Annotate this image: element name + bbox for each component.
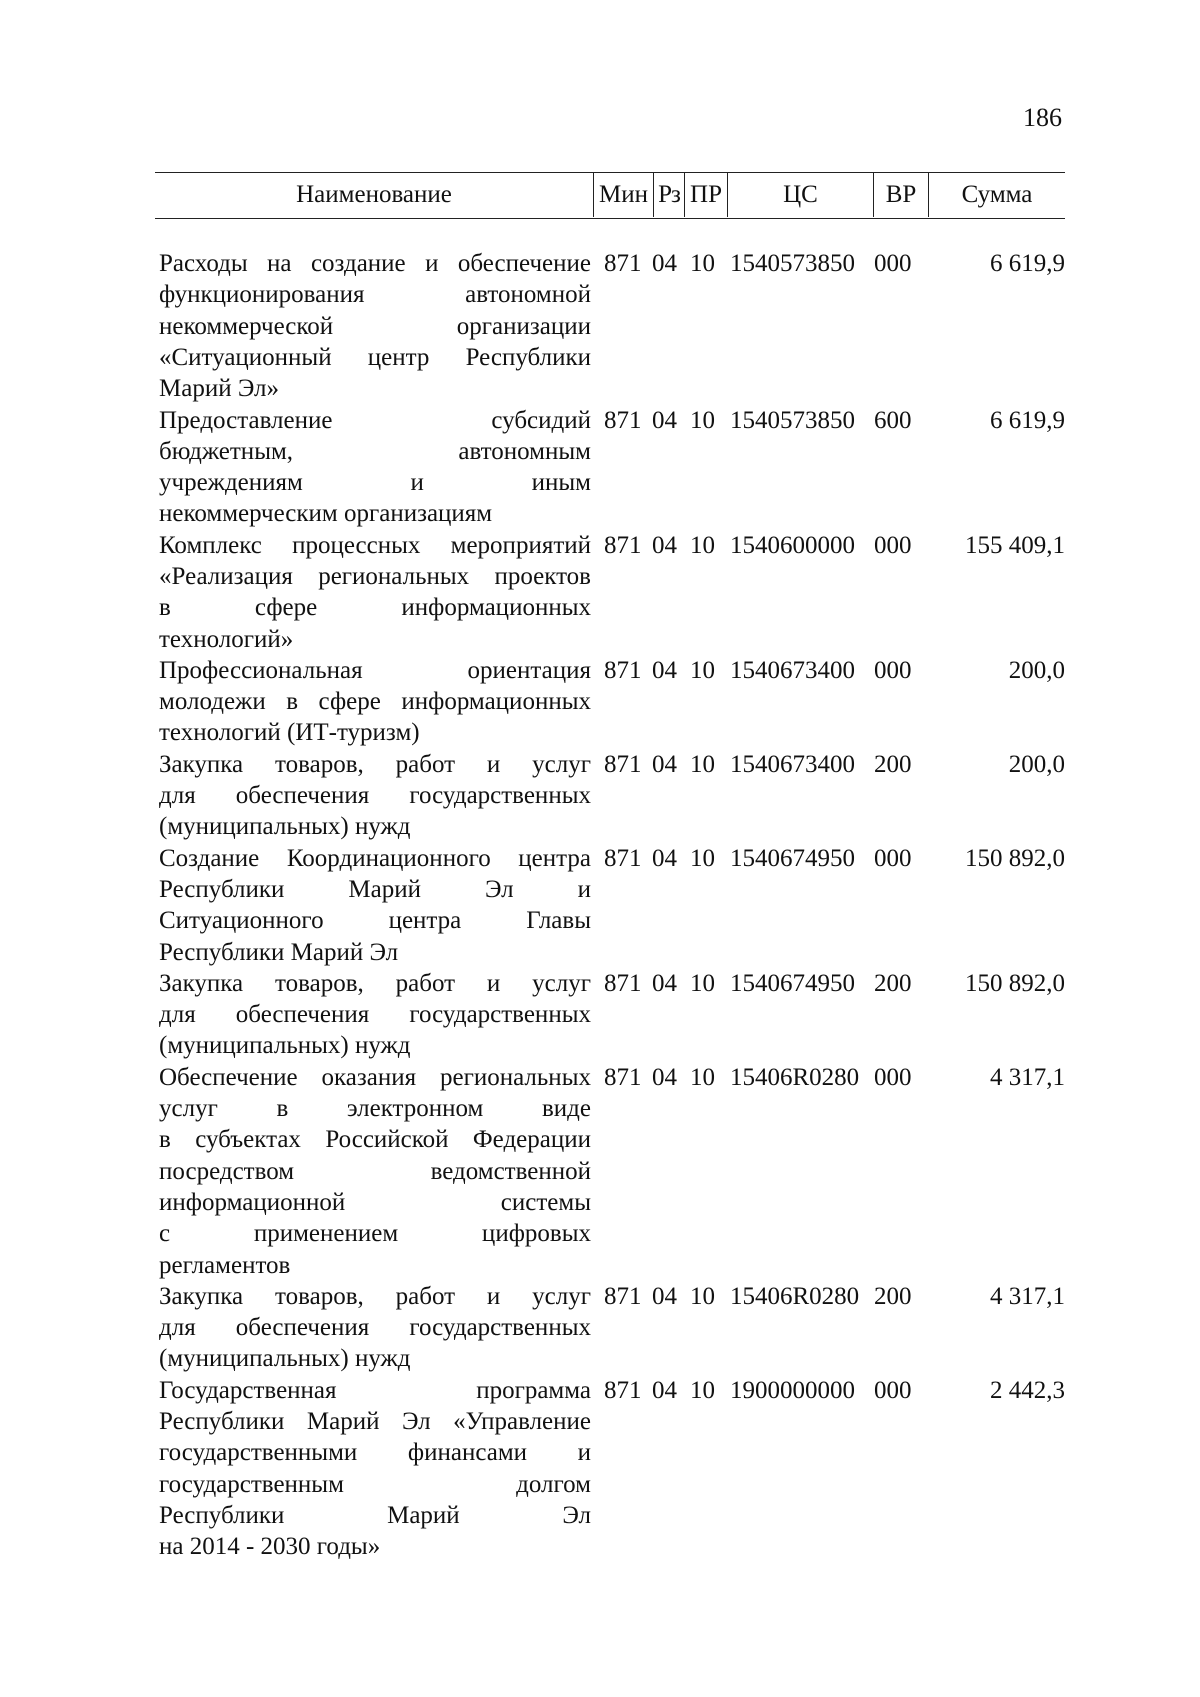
- row-vr: 000: [874, 656, 912, 684]
- row-name: [159, 968, 591, 1062]
- row-name-line: Республики Марий Эл: [159, 1501, 591, 1529]
- row-pr: 10: [690, 1282, 715, 1310]
- row-name-line: (муниципальных) нужд: [159, 1032, 411, 1060]
- row-sum: 150 892,0: [965, 844, 1065, 872]
- row-name-line: для обеспечения государственных: [159, 1001, 591, 1029]
- column-header-min: Мин: [593, 173, 653, 217]
- row-name-line: технологий»: [159, 625, 294, 653]
- row-name-line: Обеспечение оказания региональных: [159, 1063, 591, 1091]
- row-cs: 1540673400: [730, 656, 855, 684]
- row-name-line: некоммерческой организации: [159, 312, 591, 340]
- row-name-line: «Реализация региональных проектов: [159, 562, 591, 590]
- row-sum: 4 317,1: [990, 1282, 1065, 1310]
- row-name-line: в субъектах Российской Федерации: [159, 1126, 591, 1154]
- row-rz: 04: [652, 844, 677, 872]
- row-name-line: Ситуационного центра Главы: [159, 907, 591, 935]
- row-name: [159, 655, 591, 749]
- row-vr: 000: [874, 250, 912, 277]
- row-name: [159, 405, 591, 530]
- row-min: 871: [604, 531, 642, 559]
- row-name-line: (муниципальных) нужд: [159, 813, 411, 841]
- row-name-line: Создание Координационного центра: [159, 844, 591, 872]
- column-header-cs: ЦС: [727, 173, 873, 217]
- row-pr: 10: [690, 406, 715, 434]
- row-min: 871: [604, 406, 642, 434]
- row-pr: 10: [690, 969, 715, 997]
- row-sum: 200,0: [1008, 656, 1065, 684]
- row-name-line: Закупка товаров, работ и услуг: [159, 969, 591, 997]
- row-name-line: с применением цифровых: [159, 1220, 591, 1248]
- row-pr: 10: [690, 656, 715, 684]
- row-sum: 6 619,9: [990, 250, 1065, 277]
- row-cs: 1900000000: [730, 1376, 855, 1404]
- row-min: 871: [604, 750, 642, 778]
- row-rz: 04: [652, 656, 677, 684]
- row-name-line: услуг в электронном виде: [159, 1095, 591, 1123]
- row-pr: 10: [690, 1376, 715, 1404]
- column-header-pr: ПР: [684, 173, 727, 217]
- row-rz: 04: [652, 969, 677, 997]
- row-cs: 1540674950: [730, 844, 855, 872]
- row-name-line: Предоставление субсидий: [159, 406, 591, 434]
- row-cs: 15406R0280: [730, 1063, 860, 1091]
- row-name-line: молодежи в сфере информационных: [159, 688, 591, 716]
- row-min: 871: [604, 1376, 642, 1404]
- table-header: [155, 172, 1065, 219]
- row-name-line: в сфере информационных: [159, 594, 591, 622]
- row-name: [159, 749, 591, 843]
- row-name-line: для обеспечения государственных: [159, 782, 591, 810]
- row-name: [159, 1375, 591, 1563]
- row-name-line: (муниципальных) нужд: [159, 1345, 411, 1373]
- row-cs: 1540600000: [730, 531, 855, 559]
- page-number: 186: [1023, 103, 1062, 132]
- row-rz: 04: [652, 1063, 677, 1091]
- row-cs: 1540573850: [730, 250, 855, 277]
- column-header-sum: Сумма: [928, 173, 1065, 217]
- row-sum: 6 619,9: [990, 406, 1065, 434]
- row-rz: 04: [652, 531, 677, 559]
- row-rz: 04: [652, 1376, 677, 1404]
- row-sum: 150 892,0: [965, 969, 1065, 997]
- row-min: 871: [604, 1282, 642, 1310]
- row-name-line: регламентов: [159, 1251, 291, 1279]
- row-pr: 10: [690, 531, 715, 559]
- row-rz: 04: [652, 1282, 677, 1310]
- row-name: [159, 1281, 591, 1375]
- row-cs: 1540673400: [730, 750, 855, 778]
- row-name-line: Комплекс процессных мероприятий: [159, 531, 591, 559]
- row-name-line: Республики Марий Эл и: [159, 875, 591, 903]
- row-min: 871: [604, 656, 642, 684]
- row-name-line: для обеспечения государственных: [159, 1314, 591, 1342]
- row-vr: 200: [874, 750, 912, 778]
- row-name-line: учреждениям и иным: [159, 469, 591, 497]
- row-vr: 600: [874, 406, 912, 434]
- row-sum: 2 442,3: [990, 1376, 1065, 1404]
- row-name-line: Республики Марий Эл: [159, 938, 399, 966]
- row-name: [159, 1062, 591, 1281]
- row-name-line: «Ситуационный центр Республики: [159, 343, 591, 371]
- row-rz: 04: [652, 406, 677, 434]
- row-name-line: Закупка товаров, работ и услуг: [159, 1282, 591, 1310]
- row-pr: 10: [690, 1063, 715, 1091]
- row-name-line: посредством ведомственной: [159, 1157, 591, 1185]
- row-name-line: Республики Марий Эл «Управление: [159, 1408, 591, 1436]
- row-name-line: бюджетным, автономным: [159, 437, 591, 465]
- row-name-line: государственными финансами и: [159, 1439, 591, 1467]
- row-vr: 000: [874, 531, 912, 559]
- row-cs: 15406R0280: [730, 1282, 860, 1310]
- row-rz: 04: [652, 250, 677, 277]
- row-name-line: государственным долгом: [159, 1470, 591, 1498]
- row-pr: 10: [690, 750, 715, 778]
- row-min: 871: [604, 969, 642, 997]
- row-name-line: Закупка товаров, работ и услуг: [159, 750, 591, 778]
- row-min: 871: [604, 1063, 642, 1091]
- row-min: 871: [604, 250, 642, 277]
- row-name-line: функционирования автономной: [159, 281, 591, 309]
- row-vr: 200: [874, 969, 912, 997]
- row-name-line: некоммерческим организациям: [159, 500, 493, 528]
- row-pr: 10: [690, 844, 715, 872]
- row-pr: 10: [690, 250, 715, 277]
- row-vr: 200: [874, 1282, 912, 1310]
- row-rz: 04: [652, 750, 677, 778]
- row-vr: 000: [874, 844, 912, 872]
- row-sum: 155 409,1: [965, 531, 1065, 559]
- row-sum: 4 317,1: [990, 1063, 1065, 1091]
- row-sum: 200,0: [1008, 750, 1065, 778]
- row-cs: 1540573850: [730, 406, 855, 434]
- row-name-line: технологий (ИТ-туризм): [159, 719, 420, 747]
- row-vr: 000: [874, 1376, 912, 1404]
- row-name-line: Профессиональная ориентация: [159, 656, 591, 684]
- row-name: [159, 843, 591, 968]
- column-header-vr: ВР: [873, 173, 928, 217]
- row-name-line: Государственная программа: [159, 1376, 591, 1404]
- row-name-line: информационной системы: [159, 1188, 591, 1216]
- row-name-line: на 2014 - 2030 годы»: [159, 1533, 381, 1561]
- row-name: [159, 248, 591, 404]
- column-header-name: Наименование: [296, 181, 452, 208]
- column-header-rz: Рз: [653, 173, 684, 217]
- row-name-line: Расходы на создание и обеспечение: [159, 250, 591, 277]
- row-min: 871: [604, 844, 642, 872]
- row-cs: 1540674950: [730, 969, 855, 997]
- row-name: [159, 530, 591, 655]
- row-name-line: Марий Эл»: [159, 375, 279, 403]
- row-vr: 000: [874, 1063, 912, 1091]
